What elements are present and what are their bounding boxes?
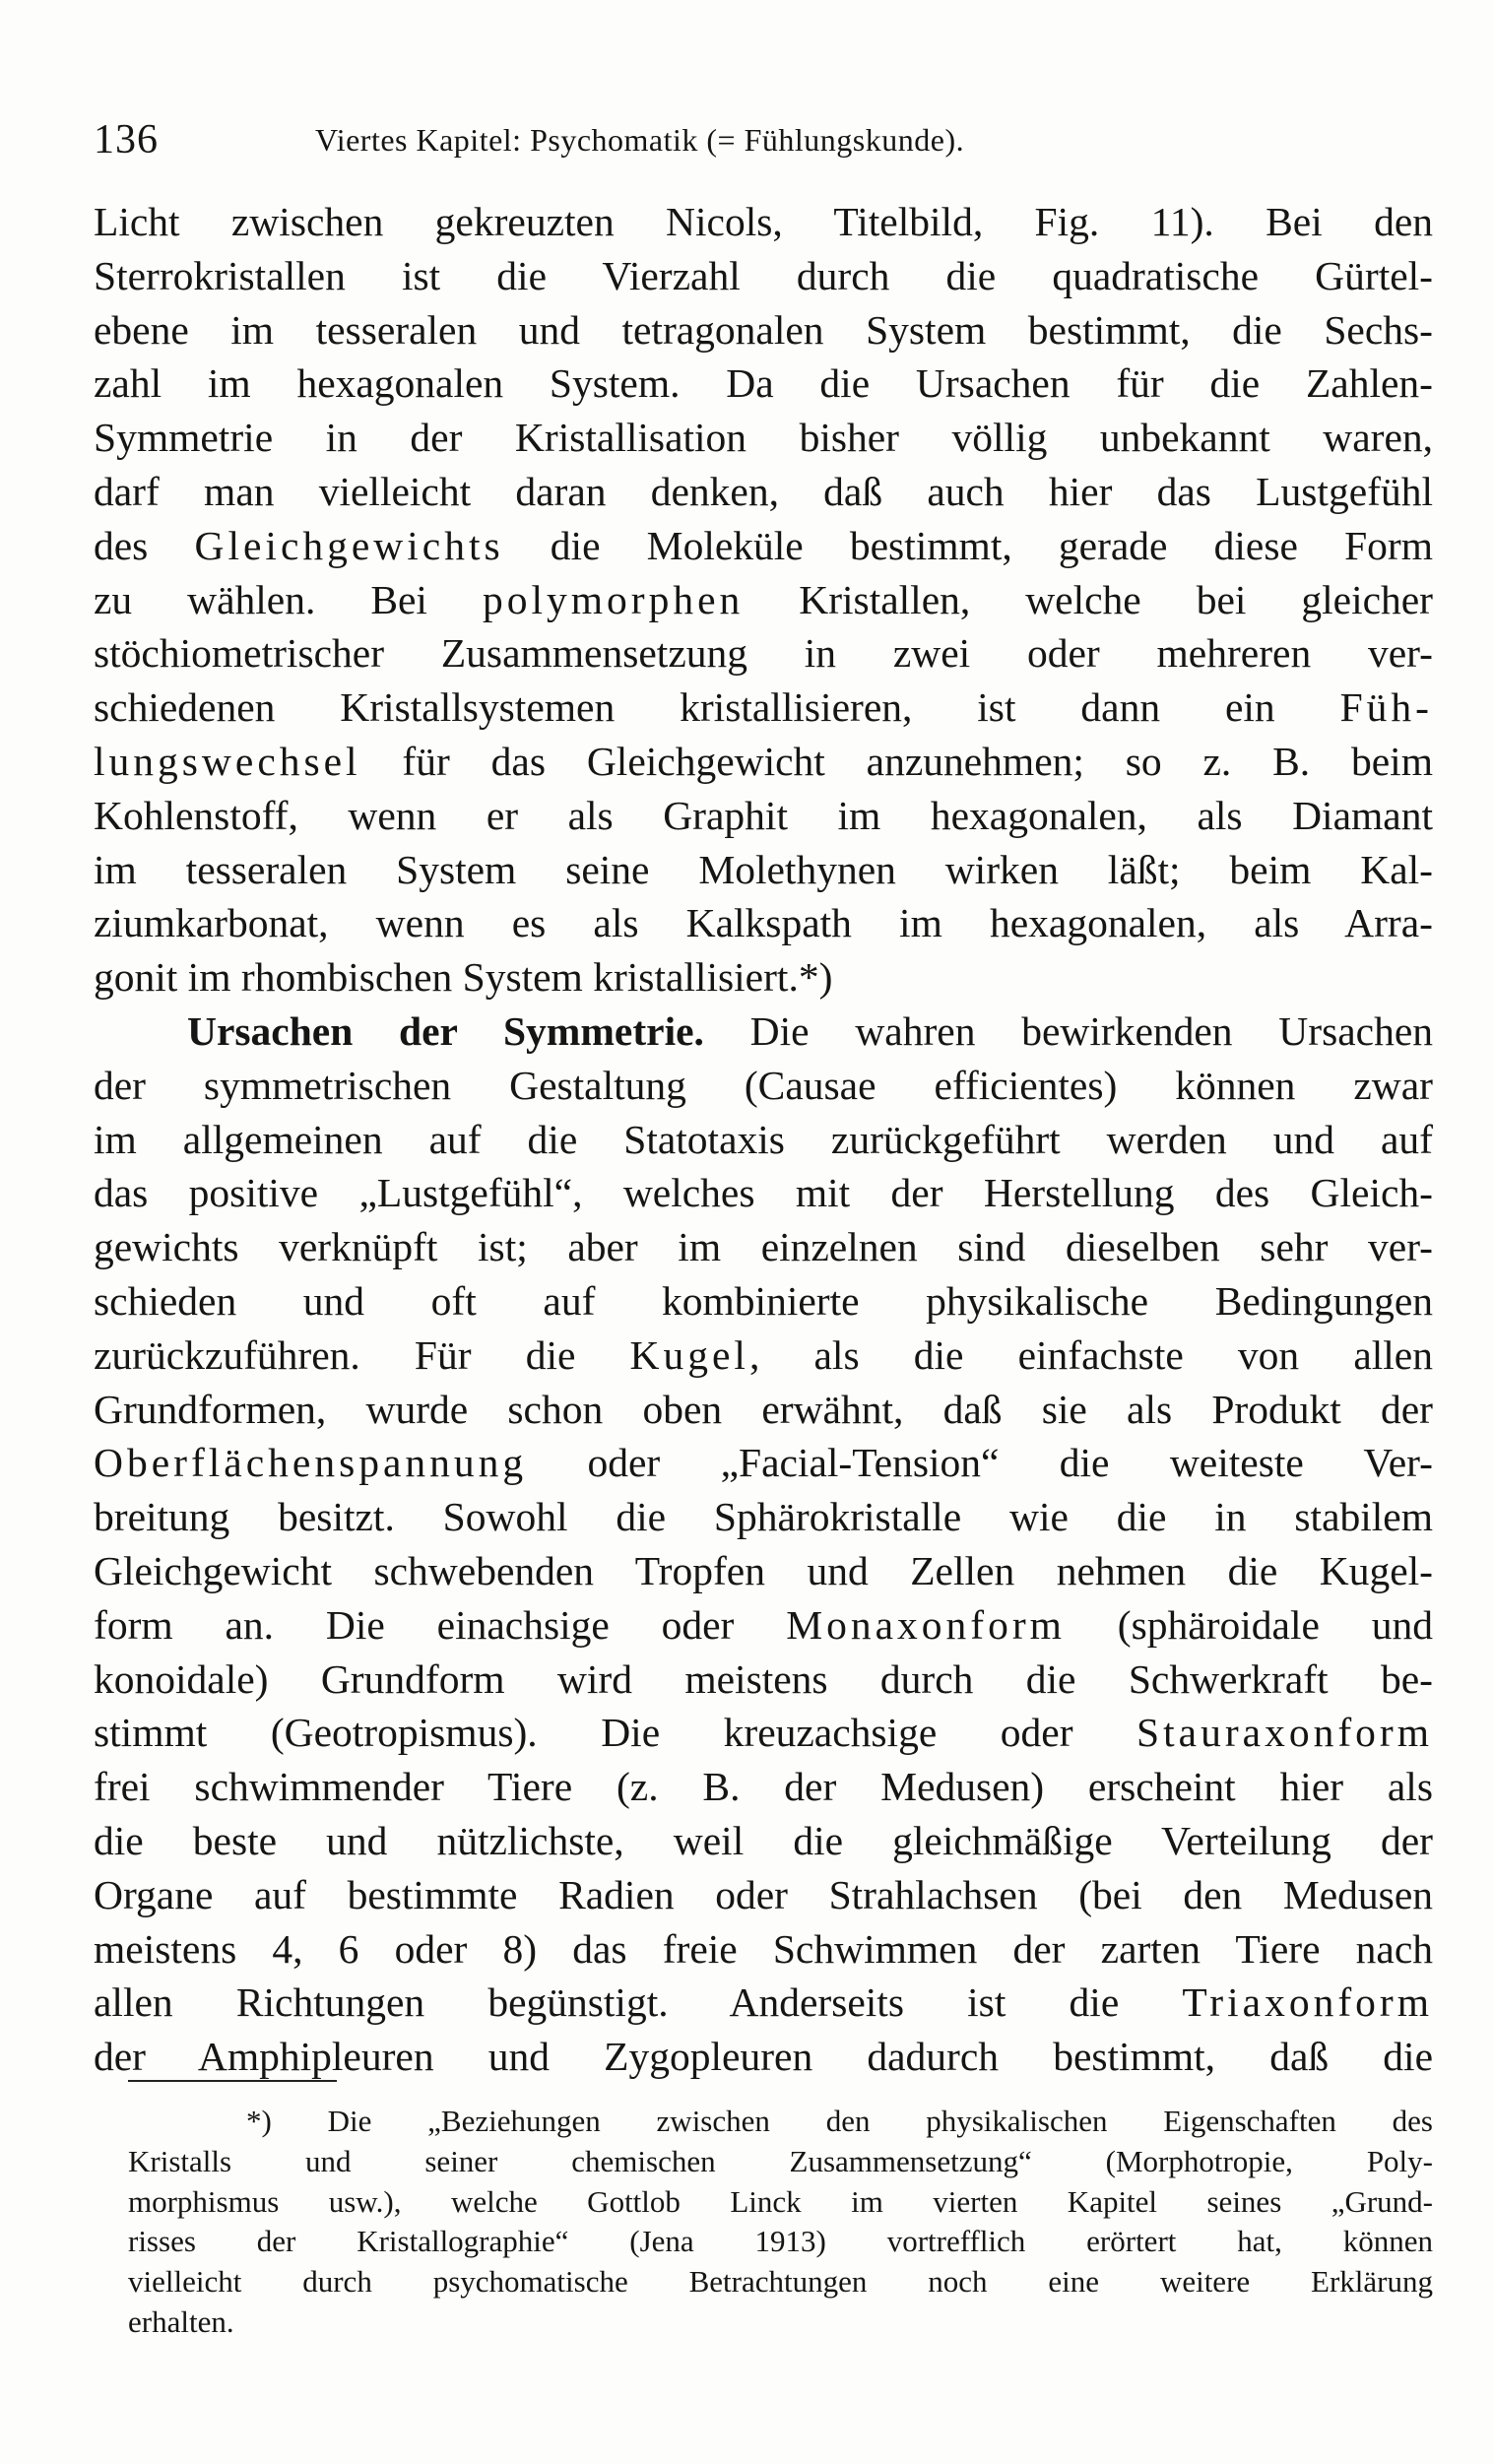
footnote-line: erhalten. (128, 2303, 234, 2339)
text-line: stöchiometrischer Zusammensetzung in zwei oder mehreren ver- (94, 630, 1433, 677)
spaced-emphasis: Gleichgewichts (194, 522, 504, 568)
text-line: Sterrokristallen ist die Vierzahl durch die quadratische Gürtel- (94, 252, 1433, 298)
text-line: ebene im tesseralen und tetragonalen System bestimmt, die Sechs- (94, 306, 1433, 353)
text-line (94, 573, 1433, 627)
text-run: Die wahren bewirkenden Ursachen (703, 1007, 1433, 1054)
text-line: im allgemeinen auf die Statotaxis zurückgeführt werden und auf (94, 1116, 1433, 1162)
text-line (94, 1436, 1433, 1490)
text-line: Organe auf bestimmte Radien oder Strahlachsen (bei den Medusen (94, 1871, 1433, 1917)
text-run: , als die einfachste von allen (748, 1331, 1433, 1378)
spaced-emphasis: Stauraxonform (1136, 1710, 1433, 1756)
section-heading-line (94, 1005, 1433, 1059)
spaced-emphasis: Füh- (1339, 684, 1433, 731)
text-run: die Moleküle bestimmt, gerade diese Form (503, 522, 1433, 568)
text-run: schiedenen Kristallsystemen kristallisieren, ist dann ein (94, 684, 1340, 731)
footnote-line: risses der Kristallographie“ (Jena 1913) vortrefflich erörtert hat, können (128, 2224, 1433, 2259)
text-line: konoidale) Grundform wird meistens durch die Schwerkraft be- (94, 1655, 1433, 1702)
text-run: zurückzuführen. Für die (94, 1331, 630, 1378)
text-run: allen Richtungen begünstigt. Anderseits ist die (94, 1979, 1183, 2026)
text-line (94, 1329, 1433, 1383)
text-line: Kohlenstoff, wenn er als Graphit im hexagonalen, als Diamant (94, 792, 1433, 838)
text-line: der symmetrischen Gestaltung (Causae efficientes) können zwar (94, 1062, 1433, 1108)
text-run: des (94, 522, 195, 568)
text-run: stimmt (Geotropismus). Die kreuzachsige oder (94, 1710, 1137, 1756)
text-line: im tesseralen System seine Molethynen wirken läßt; beim Kal- (94, 846, 1433, 892)
page-number: 136 (94, 117, 159, 162)
text-line: das positive „Lustgefühl“, welches mit der Herstellung des Gleich- (94, 1170, 1433, 1216)
text-line (94, 1706, 1433, 1760)
text-line: ziumkarbonat, wenn es als Kalkspath im hexagonalen, als Arra- (94, 900, 1433, 946)
text-line (94, 1598, 1433, 1653)
spaced-emphasis: Kugel (629, 1331, 749, 1378)
text-line: meistens 4, 6 oder 8) das freie Schwimmen der zarten Tiere nach (94, 1925, 1433, 1972)
spaced-emphasis: Oberflächenspannung (94, 1440, 528, 1486)
text-run: (sphäroidale und (1065, 1601, 1433, 1648)
running-title: Viertes Kapitel: Psychomatik (= Fühlungskunde). (315, 122, 965, 158)
text-run: oder „Facial-Tension“ die weiteste Ver- (527, 1440, 1433, 1486)
text-line (94, 1976, 1433, 2030)
text-line: Symmetrie in der Kristallisation bisher völlig unbekannt waren, (94, 415, 1433, 461)
spaced-emphasis: polymorphen (482, 576, 745, 622)
running-head (94, 116, 1433, 175)
text-line: zahl im hexagonalen System. Da die Ursachen für die Zahlen- (94, 360, 1433, 407)
text-line: Grundformen, wurde schon oben erwähnt, daß sie als Produkt der (94, 1386, 1433, 1432)
text-line: Gleichgewicht schwebenden Tropfen und Zellen nehmen die Kugel- (94, 1547, 1433, 1593)
footnote-rule (128, 2080, 337, 2082)
text-line (94, 519, 1433, 573)
spaced-emphasis: Triaxonform (1182, 1979, 1433, 2026)
footnote-line: vielleicht durch psychomatische Betrachtungen noch eine weitere Erklärung (128, 2264, 1433, 2300)
text-run: Kristallen, welche bei gleicher (744, 576, 1433, 622)
spaced-emphasis: lungswechsel (94, 738, 361, 784)
text-line: darf man vielleicht daran denken, daß auch hier das Lustgefühl (94, 468, 1433, 514)
text-run: für das Gleichgewicht anzunehmen; so z. B. beim (360, 738, 1433, 784)
footnote (128, 2102, 1433, 2343)
text-run: zu wählen. Bei (94, 576, 483, 622)
body-text (94, 195, 1433, 2084)
footnote-line: Kristalls und seiner chemischen Zusammensetzung“ (Morphotropie, Poly- (128, 2143, 1433, 2178)
text-line: der Amphipleuren und Zygopleuren dadurch bestimmt, daß die (94, 2034, 1433, 2080)
text-line: die beste und nützlichste, weil die gleichmäßige Verteilung der (94, 1817, 1433, 1863)
text-line: gonit im rhombischen System kristallisiert.*) (94, 954, 833, 1001)
footnote-line: *) Die „Beziehungen zwischen den physikalischen Eigenschaften des (246, 2104, 1433, 2138)
text-line (94, 681, 1433, 735)
section-heading: Ursachen der Symmetrie. (187, 1007, 704, 1054)
text-line: Licht zwischen gekreuzten Nicols, Titelbild, Fig. 11). Bei den (94, 199, 1433, 244)
text-run: form an. Die einachsige oder (94, 1601, 787, 1648)
footnote-line: morphismus usw.), welche Gottlob Linck im vierten Kapitel seines „Grund- (128, 2183, 1433, 2219)
text-line: breitung besitzt. Sowohl die Sphärokristalle wie die in stabilem (94, 1494, 1433, 1540)
text-line: gewichts verknüpft ist; aber im einzelnen sind dieselben sehr ver- (94, 1224, 1433, 1270)
text-line: frei schwimmender Tiere (z. B. der Medusen) erscheint hier als (94, 1764, 1433, 1810)
spaced-emphasis: Monaxonform (786, 1601, 1066, 1648)
text-line (94, 735, 1433, 789)
text-line: schieden und oft auf kombinierte physikalische Bedingungen (94, 1277, 1433, 1324)
